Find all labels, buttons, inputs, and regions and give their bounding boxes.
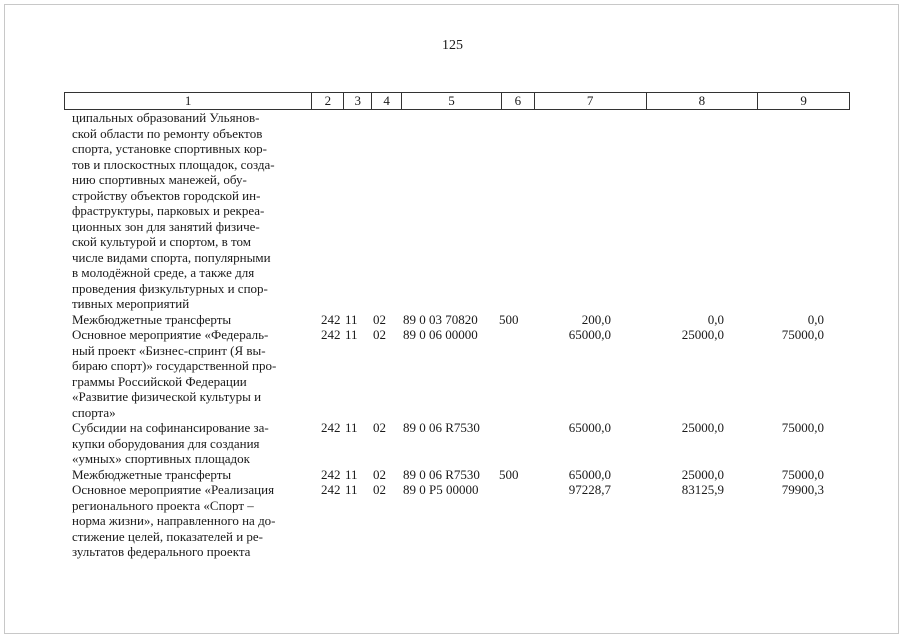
header-col-4: 4: [372, 93, 402, 109]
cell-code-5: 89 0 03 70820: [403, 311, 478, 327]
cell-code-3: [345, 110, 373, 312]
cell-code-4: 02: [373, 466, 386, 482]
cell-value-8: 0,0: [707, 311, 724, 327]
description-line: фраструктуры, парковых и рекреа-: [72, 203, 265, 218]
description-line: тов и плоскостных площадок, созда-: [72, 156, 275, 172]
cell-code-2: 242: [321, 420, 341, 435]
table-row: [72, 312, 862, 328]
description-line: стижение целей, показателей и ре-: [72, 528, 264, 544]
header-col-1: 1: [65, 93, 312, 109]
cell-value-9: 79900,3: [781, 482, 824, 497]
row-description: [72, 327, 309, 420]
table-row: [72, 482, 862, 560]
cell-value-9: 75000,0: [781, 327, 824, 342]
cell-code-5: 89 0 06 R7530: [403, 420, 480, 435]
description-line: купки оборудования для создания: [72, 435, 260, 451]
table-row: [72, 420, 862, 467]
cell-code-2: 242: [321, 482, 341, 497]
description-line: тивных мероприятий: [72, 296, 190, 311]
cell-code-3: 11: [345, 311, 358, 327]
description-line: спорта, установке спортивных кор-: [72, 141, 267, 156]
description-line: Основное мероприятие «Реализация: [72, 482, 275, 497]
cell-value-8: 83125,9: [681, 482, 724, 497]
description-line: Межбюджетные трансферты: [72, 311, 232, 327]
cell-code-6: [499, 420, 539, 467]
cell-value-8: 25000,0: [681, 466, 724, 482]
description-line: Основное мероприятие «Федераль-: [72, 327, 269, 342]
cell-code-5: 89 0 P5 00000: [403, 482, 479, 497]
cell-value-7: 65000,0: [568, 466, 611, 482]
cell-code-3: 11: [345, 482, 358, 497]
cell-code-3: 11: [345, 420, 358, 435]
cell-code-6: [499, 110, 539, 312]
cell-value-9: 75000,0: [781, 420, 824, 435]
page-number: 125: [442, 38, 463, 53]
cell-code-3: 11: [345, 327, 358, 342]
cell-value-8: 25000,0: [681, 327, 724, 342]
cell-code-4: [373, 110, 403, 312]
description-line: зультатов федерального проекта: [72, 544, 251, 559]
description-line: граммы Российской Федерации: [72, 373, 247, 389]
description-line: бираю спорт)» государственной про-: [72, 358, 277, 373]
cell-value-9: 75000,0: [781, 466, 824, 482]
description-line: стройству объектов городской ин-: [72, 187, 261, 203]
row-description: [72, 482, 309, 560]
cell-code-2: 242: [321, 311, 341, 327]
cell-value-7: 65000,0: [568, 327, 611, 342]
header-col-2: 2: [312, 93, 344, 109]
description-line: норма жизни», направленного на до-: [72, 513, 276, 528]
description-line: Межбюджетные трансферты: [72, 466, 232, 482]
description-line: ципальных образований Ульянов-: [72, 110, 260, 125]
description-line: спорта»: [72, 404, 116, 420]
cell-code-6: 500: [499, 311, 519, 327]
cell-code-6: [499, 482, 539, 560]
header-col-6: 6: [502, 93, 535, 109]
description-line: ской культурой и спортом, в том: [72, 234, 251, 249]
description-line: регионального проекта «Спорт –: [72, 497, 254, 513]
cell-code-5: [403, 110, 499, 312]
table-row: [72, 110, 862, 312]
cell-value-8: [611, 110, 724, 312]
cell-value-9: [724, 110, 824, 312]
cell-value-9: 0,0: [807, 311, 824, 327]
header-col-7: 7: [535, 93, 647, 109]
cell-code-4: 02: [373, 327, 386, 342]
cell-value-7: 65000,0: [568, 420, 611, 435]
cell-code-6: 500: [499, 466, 519, 482]
header-col-5: 5: [402, 93, 502, 109]
row-description: [72, 312, 309, 328]
cell-code-5: 89 0 06 R7530: [403, 466, 480, 482]
cell-value-8: 25000,0: [681, 420, 724, 435]
header-col-8: 8: [647, 93, 759, 109]
description-line: ный проект «Бизнес-спринт (Я вы-: [72, 342, 266, 358]
cell-code-2: 242: [321, 466, 341, 482]
row-description: [72, 110, 309, 312]
table-header: [64, 92, 850, 110]
cell-code-2: 242: [321, 327, 341, 342]
cell-value-7: 97228,7: [568, 482, 611, 497]
cell-code-4: 02: [373, 420, 386, 435]
table-row: [72, 327, 862, 420]
description-line: в молодёжной среде, а также для: [72, 265, 255, 280]
row-description: [72, 420, 309, 467]
header-col-3: 3: [344, 93, 372, 109]
description-line: проведения физкультурных и спор-: [72, 280, 268, 296]
cell-value-7: 200,0: [581, 311, 611, 327]
cell-code-3: 11: [345, 466, 358, 482]
cell-code-2: [309, 110, 345, 312]
description-line: Субсидии на софинансирование за-: [72, 420, 269, 435]
description-line: «умных» спортивных площадок: [72, 451, 250, 466]
description-line: числе видами спорта, популярными: [72, 249, 271, 265]
header-col-9: 9: [800, 93, 807, 108]
cell-code-4: 02: [373, 311, 386, 327]
description-line: нию спортивных манежей, обу-: [72, 172, 247, 187]
description-line: «Развитие физической культуры и: [72, 389, 262, 404]
cell-code-5: 89 0 06 00000: [403, 327, 478, 342]
description-line: ской области по ремонту объектов: [72, 125, 263, 141]
cell-code-4: 02: [373, 482, 386, 497]
row-description: [72, 467, 309, 483]
table-body: [72, 110, 862, 560]
description-line: ционных зон для занятий физиче-: [72, 218, 260, 234]
table-row: [72, 467, 862, 483]
cell-code-6: [499, 327, 539, 420]
cell-value-7: [539, 110, 611, 312]
